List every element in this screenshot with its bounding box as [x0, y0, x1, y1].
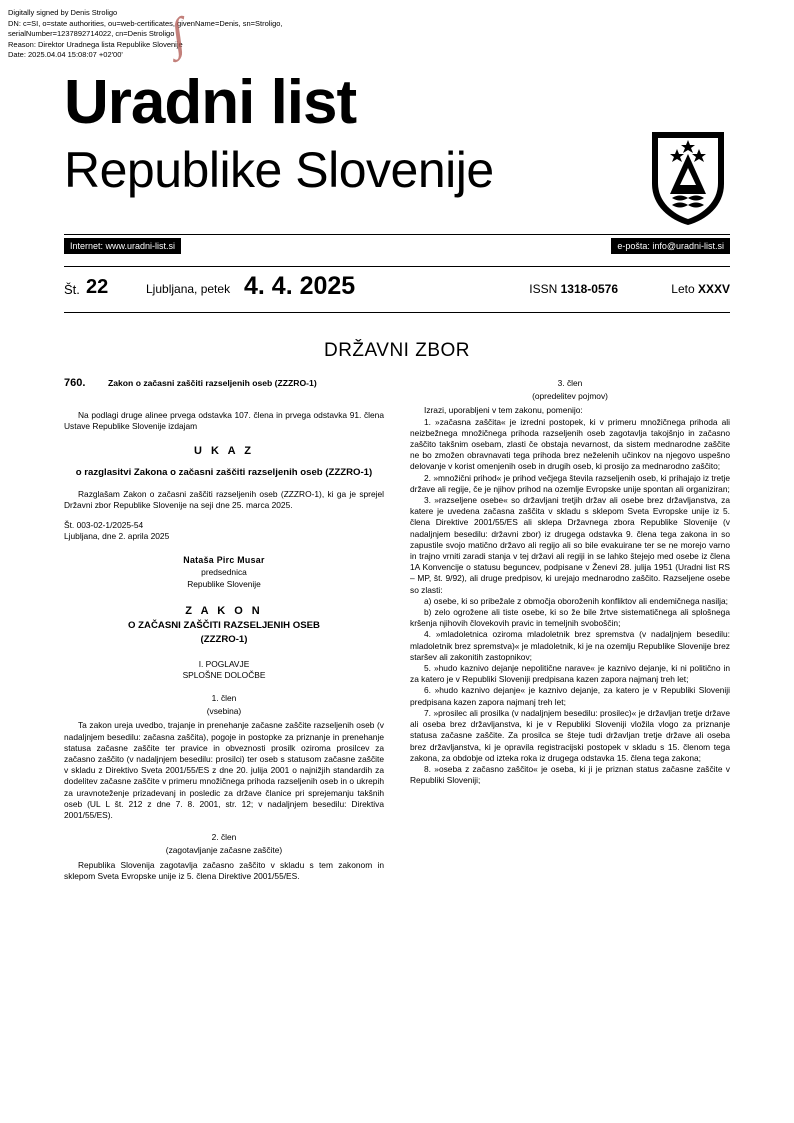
signer-role: predsednica — [201, 567, 247, 578]
law-heading: Z A K O N — [185, 605, 263, 618]
reference-number: Št. 003-02-1/2025-54 — [64, 520, 144, 531]
year-info — [671, 282, 730, 296]
signature-line: Date: 2025.04.04 15:08:07 +02'00' — [8, 50, 123, 59]
issn-value: 1318-0576 — [560, 282, 618, 296]
law-title-block — [64, 606, 384, 645]
definition-item: 4. »mladoletnica oziroma mladoletnik brez spremstva (v nadaljnjem besedilu: mladoletnik brez spremstva)« je mladoletnik, ki je na ozemlju Republike Slovenije brez staršev ali zakonitih zastopnikov; — [410, 629, 730, 662]
definition-item: 8. »oseba z začasno zaščito« je oseba, ki ji je priznan status začasne zaščite v Republiki Sloveniji; — [410, 763, 730, 786]
publication-title: Uradni list — [64, 68, 357, 137]
left-column — [64, 378, 384, 882]
act-title: Zakon o začasni zaščiti razseljenih oseb (ZZZRO-1) — [108, 378, 317, 388]
article-3-intro: Izrazi, uporabljeni v tem zakonu, pomenijo: — [424, 405, 583, 416]
issn-info — [529, 282, 618, 296]
law-name: O ZAČASNI ZAŠČITI RAZSELJENIH OSEB — [128, 620, 320, 632]
article-1-number: 1. člen — [211, 693, 237, 703]
definition-item: 7. »prosilec ali prosilka (v nadaljnjem besedilu: prosilec)« je državljan tretje države ali oseba brez državljanstva, ki je v Republiki Sloveniji vložila vlogo za priznanje statusa začasne zaščite. Za prosilca se šteje tudi državljan tretje države ali oseba brez državljanstva, ki je opravila registracijski postopek v skladu s 15. členom tega zakona, za obdobje od izteka roka iz drugega odstavka 15. člena tega zakona; — [410, 707, 730, 763]
issn-label: ISSN — [529, 282, 558, 296]
definition-item: 6. »hudo kaznivo dejanje« je kaznivo dejanje, za katero je v Republiki Sloveniji predpisana kazen zapora najmanj treh let; — [410, 685, 730, 707]
article-2-text: Republika Slovenija zagotavlja začasno zaščito v skladu s tem zakonom in sklepom Sveta Evropske unije iz 5. člena Direktive 2001/55/ES. — [64, 859, 384, 881]
masthead — [64, 68, 730, 198]
ukaz-heading: U K A Z — [194, 445, 254, 458]
article-2-subtitle: (zagotavljanje začasne zaščite) — [165, 845, 283, 856]
issue-number-label: Št. — [64, 282, 80, 297]
signer-name: Nataša Pirc Musar — [183, 555, 265, 566]
year-value: XXXV — [697, 282, 730, 296]
article-3-number: 3. člen — [557, 378, 583, 388]
law-abbreviation: (ZZZRO-1) — [200, 633, 248, 645]
signature-line: serialNumber=1237892714022, cn=Denis Stroligo — [8, 29, 175, 38]
signature-line: Digitally signed by Denis Stroligo — [8, 8, 118, 17]
razglasam-paragraph: Razglašam Zakon o začasni zaščiti razseljenih oseb (ZZZRO-1), ki ga je sprejel Državni zbor Republike Slovenije na seji dne 25. marca 2025. — [64, 488, 384, 510]
masthead-divider — [64, 234, 730, 235]
signature-flourish-icon: ∫ — [168, 7, 188, 60]
chapter-block — [64, 659, 384, 682]
email-label: e-pošta: info@uradni-list.si — [611, 238, 730, 254]
definition-item: a) osebe, ki so pribežale z območja oboroženih konfliktov ali endemičnega nasilja; — [424, 595, 728, 606]
slovenia-coat-of-arms-icon — [646, 128, 730, 228]
issue-info-bar — [64, 272, 730, 306]
article-3-subtitle: (opredelitev pojmov) — [532, 391, 608, 402]
section-heading: DRŽAVNI ZBOR — [323, 340, 471, 361]
chapter-number: I. POGLAVJE — [198, 658, 250, 669]
publication-subtitle: Republike Slovenije — [64, 142, 494, 198]
right-column — [410, 378, 730, 786]
act-number: 760. — [64, 377, 86, 389]
chapter-name: SPLOŠNE DOLOČBE — [182, 670, 266, 681]
reference-place-date: Ljubljana, dne 2. aprila 2025 — [64, 531, 170, 542]
year-label: Leto — [671, 282, 695, 296]
signer-organisation: Republike Slovenije — [187, 578, 261, 589]
definition-item: 2. »množični prihod« je prihod večjega števila razseljenih oseb, ki prihajajo iz tretje države ali regije, če je njihov prihod na ozemlje Evropske unije spontan ali organiziran; — [410, 472, 730, 494]
issue-number: 22 — [86, 276, 109, 298]
issue-date: 4. 4. 2025 — [244, 272, 356, 300]
ukaz-subheading: o razglasitvi Zakona o začasni zaščiti razseljenih oseb (ZZZRO-1) — [75, 466, 373, 478]
contact-bar — [64, 238, 730, 254]
definition-item: b) zelo ogrožene ali tiste osebe, ki so že bile žrtve sistematičnega ali splošnega kršenja njihovih človekovih pravic in temeljnih svoboščin; — [410, 607, 730, 629]
article-2-number: 2. člen — [211, 832, 237, 843]
signature-line: Reason: Direktor Uradnega lista Republike Slovenije — [8, 39, 183, 49]
definition-item: 1. »začasna zaščita« je izredni postopek, ki v primeru množičnega prihoda ali neizbežnega množičnega prihoda razseljenih oseb zagotavlja takojšnjo in začasno zaščito takšnim osebam, zlasti če obstaja nevarnost, da sistem mednarodne zaščite ne bo zmožen obravnavati tega prihoda brez neželenih učinkov na njegovo uspešno delovanje v korist omenjenih oseb in drugih oseb, ki prosijo za mednarodno zaščito; — [410, 416, 730, 472]
signer-block — [64, 555, 384, 590]
article-1-subtitle: (vsebina) — [206, 706, 242, 717]
signature-line: DN: c=SI, o=state authorities, ou=web-certificates, givenName=Denis, sn=Stroligo, — [8, 18, 283, 28]
issue-divider-bottom — [64, 312, 730, 313]
act-header — [64, 378, 384, 400]
issue-divider-top — [64, 266, 730, 267]
digital-signature-block — [8, 8, 283, 61]
article-1-text: Ta zakon ureja uvedbo, trajanje in prenehanje začasne zaščite razseljenih oseb (v nadaljnjem besedilu: začasna zaščita), pogoje in postopke za priznanje in prenehanje statusa začasne zaščite ter pravice in obveznosti prosilk oziroma prosilcev za začasno zaščito (v nadaljnjem besedilu: prosilci) ter oseb s statusom začasne zaščite v skladu z Direktivo Sveta 2001/55/ES z dne 20. julija 2001 o najnižjih standardih za dodelitev začasne zaščite v primeru množičnega prihoda razseljenih oseb in o ukrepih za uravnoteženje prizadevanj in posledic za države članice pri sprejemanju takšnih oseb (UL L št. 212 z dne 7. 8. 2001, str. 12; v nadaljnjem besedilu: Direktiva 2001/55/ES). — [64, 720, 384, 821]
act-intro-paragraph: Na podlagi druge alinee prvega odstavka 107. člena in prvega odstavka 91. člena Ustave Republike Slovenije izdajam — [64, 410, 384, 432]
issue-city: Ljubljana, petek — [146, 282, 231, 296]
definition-item: 5. »hudo kaznivo dejanje nepolitične narave« je kaznivo dejanje, ki ni politično in za katero je v Republiki Sloveniji predpisana kazen zapora najmanj treh let; — [410, 663, 730, 685]
definition-item: 3. »razseljene osebe« so državljani tretjih držav ali osebe brez državljanstva, za katere je uvedena začasna zaščita v skladu s sklepom Sveta Evropske unije iz 5. člena Direktive 2001/55/ES ali sklepa Državnega zbora Republike Slovenije (v nadaljnjem besedilu: državni zbor) iz drugega odstavka 9. člena tega zakona in so zapustile svojo matično državo ali regijo ali so bile evakuirane ter se ne morejo varno in trajno vrniti zaradi stanja v tej državi ali regiji in se lahko štejejo med osebe iz člena 1A Konvencije o statusu beguncev, podpisane v Ženevi 28. julija 1951 (Uradni list RS – MP, št. 9/92), ali druge predpisov, ki urejajo mednarodno zaščito. Razseljene osebe so zlasti: — [410, 495, 730, 595]
website-label: Internet: www.uradni-list.si — [64, 238, 181, 254]
